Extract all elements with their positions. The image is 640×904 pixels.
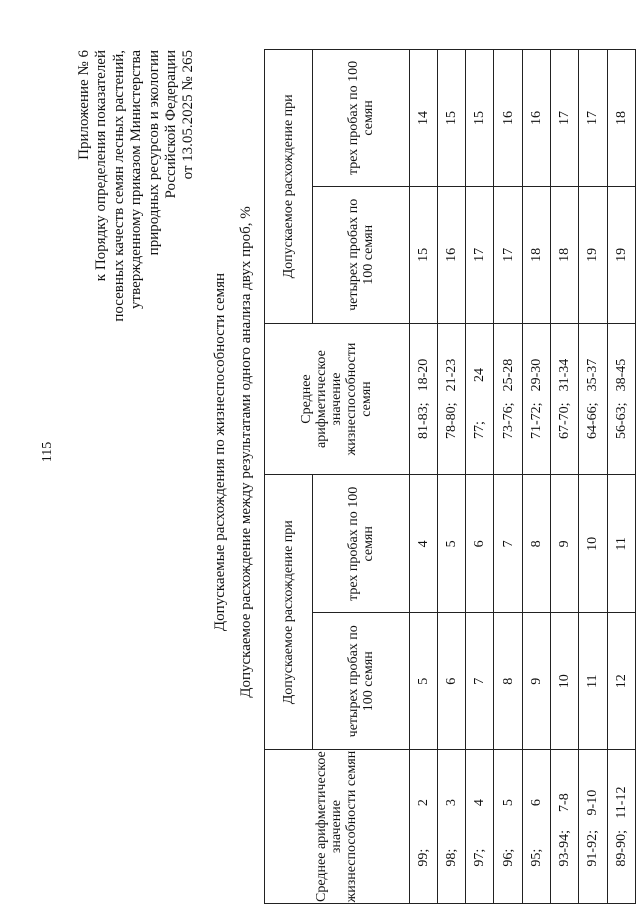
- header-three-left: трех пробах по 100 семян: [312, 475, 409, 613]
- cell-avg-value: [494, 323, 522, 475]
- table-row: [607, 50, 635, 904]
- cell-avg-value: [494, 750, 522, 904]
- cell-avg-value: [607, 750, 635, 904]
- avg-value-high: 71-72;: [528, 402, 544, 440]
- cell-avg-value: [607, 323, 635, 475]
- avg-value-low: 3: [443, 799, 459, 807]
- cell-four-samples: 19: [607, 186, 635, 323]
- avg-value-high: 97;: [472, 848, 488, 867]
- cell-avg-value: [522, 750, 550, 904]
- avg-value-high: 98;: [443, 848, 459, 867]
- avg-value-high: 73-76;: [500, 402, 516, 440]
- appendix-line: природных ресурсов и экологии: [145, 50, 162, 256]
- cell-three-samples: 18: [607, 50, 635, 187]
- appendix-line: к Порядку определения показателей: [93, 50, 110, 282]
- cell-three-samples: 4: [409, 475, 437, 613]
- avg-value-low: 25-28: [500, 358, 516, 392]
- table-row: [494, 50, 522, 904]
- cell-avg-value: [466, 750, 494, 904]
- avg-value-high: 81-83;: [415, 402, 431, 440]
- cell-three-samples: 10: [579, 475, 607, 613]
- avg-value-low: 7-8: [557, 793, 573, 812]
- header-three-right: трех пробах по 100 семян: [312, 50, 409, 187]
- table-row: [522, 50, 550, 904]
- cell-avg-value: [409, 750, 437, 904]
- avg-value-high: 96;: [500, 848, 516, 867]
- header-avg-left: Среднее арифметическое значение жизнеспособности семян: [265, 750, 410, 904]
- cell-avg-value: [437, 750, 465, 904]
- header-four-right: четырех пробах по 100 семян: [312, 186, 409, 323]
- appendix-header: [76, 50, 198, 470]
- avg-value-low: 11-12: [613, 786, 629, 819]
- cell-three-samples: 17: [579, 50, 607, 187]
- appendix-line: Приложение № 6: [76, 50, 92, 160]
- appendix-line: от 13.05.2025 № 265: [180, 50, 197, 180]
- header-four-left: четырех пробах по 100 семян: [312, 613, 409, 750]
- cell-avg-value: [466, 323, 494, 475]
- cell-three-samples: 16: [522, 50, 550, 187]
- cell-avg-value: [522, 323, 550, 475]
- cell-four-samples: 5: [409, 613, 437, 750]
- avg-value-high: 89-90;: [613, 830, 629, 867]
- cell-avg-value: [551, 750, 579, 904]
- cell-three-samples: 11: [607, 475, 635, 613]
- cell-three-samples: 17: [551, 50, 579, 187]
- avg-value-high: 93-94;: [557, 830, 573, 867]
- cell-four-samples: 15: [409, 186, 437, 323]
- avg-value-low: 38-45: [613, 358, 629, 392]
- cell-three-samples: 6: [466, 475, 494, 613]
- page-number: 115: [40, 441, 55, 463]
- cell-four-samples: 18: [522, 186, 550, 323]
- avg-value-low: 9-10: [585, 789, 601, 816]
- cell-four-samples: 12: [607, 613, 635, 750]
- avg-value-low: 21-23: [443, 358, 459, 392]
- cell-four-samples: 18: [551, 186, 579, 323]
- table-row: [579, 50, 607, 904]
- avg-value-high: 56-63;: [613, 402, 629, 440]
- cell-four-samples: 17: [494, 186, 522, 323]
- cell-four-samples: 19: [579, 186, 607, 323]
- appendix-line: посевных качеств семян лесных растений,: [110, 50, 127, 322]
- avg-value-high: 64-66;: [585, 402, 601, 440]
- header-allowed-right: Допускаемое расхождение при: [265, 50, 313, 324]
- cell-three-samples: 14: [409, 50, 437, 187]
- avg-value-low: 2: [415, 799, 431, 807]
- cell-four-samples: 9: [522, 613, 550, 750]
- avg-value-low: 35-37: [585, 358, 601, 392]
- cell-three-samples: 16: [494, 50, 522, 187]
- table-row: [466, 50, 494, 904]
- table-row: [551, 50, 579, 904]
- cell-three-samples: 8: [522, 475, 550, 613]
- avg-value-high: 95;: [528, 848, 544, 867]
- avg-value-low: 31-34: [557, 358, 573, 392]
- avg-value-low: 6: [528, 799, 544, 807]
- cell-avg-value: [437, 323, 465, 475]
- avg-value-low: 29-30: [528, 358, 544, 392]
- avg-value-high: 77;: [472, 421, 488, 440]
- cell-three-samples: 7: [494, 475, 522, 613]
- cell-avg-value: [579, 750, 607, 904]
- avg-value-low: 18-20: [415, 358, 431, 392]
- avg-value-high: 91-92;: [585, 830, 601, 867]
- document-subtitle: Допускаемое расхождение между результатами одного анализа двух проб, %: [238, 206, 254, 698]
- avg-value-high: 99;: [415, 848, 431, 867]
- cell-four-samples: 16: [437, 186, 465, 323]
- tolerance-table: [264, 49, 636, 904]
- cell-three-samples: 5: [437, 475, 465, 613]
- header-allowed-left: Допускаемое расхождение при: [265, 475, 313, 750]
- cell-avg-value: [579, 323, 607, 475]
- cell-four-samples: 10: [551, 613, 579, 750]
- cell-three-samples: 9: [551, 475, 579, 613]
- avg-value-low: 24: [472, 368, 488, 383]
- avg-value-high: 78-80;: [443, 402, 459, 440]
- cell-three-samples: 15: [466, 50, 494, 187]
- cell-four-samples: 7: [466, 613, 494, 750]
- cell-four-samples: 17: [466, 186, 494, 323]
- cell-four-samples: 11: [579, 613, 607, 750]
- cell-four-samples: 6: [437, 613, 465, 750]
- cell-four-samples: 8: [494, 613, 522, 750]
- table-row: [437, 50, 465, 904]
- cell-avg-value: [551, 323, 579, 475]
- avg-value-low: 5: [500, 799, 516, 807]
- cell-three-samples: 15: [437, 50, 465, 187]
- cell-avg-value: [409, 323, 437, 475]
- document-title: Допускаемые расхождения по жизнеспособности семян: [212, 272, 228, 632]
- avg-value-high: 67-70;: [557, 402, 573, 440]
- appendix-line: утвержденному приказом Министерства: [128, 50, 145, 309]
- table-row: [409, 50, 437, 904]
- appendix-line: Российской Федерации: [163, 50, 180, 199]
- header-avg-right: Среднее арифметическое значение жизнеспособности семян: [265, 323, 410, 475]
- avg-value-low: 4: [472, 799, 488, 807]
